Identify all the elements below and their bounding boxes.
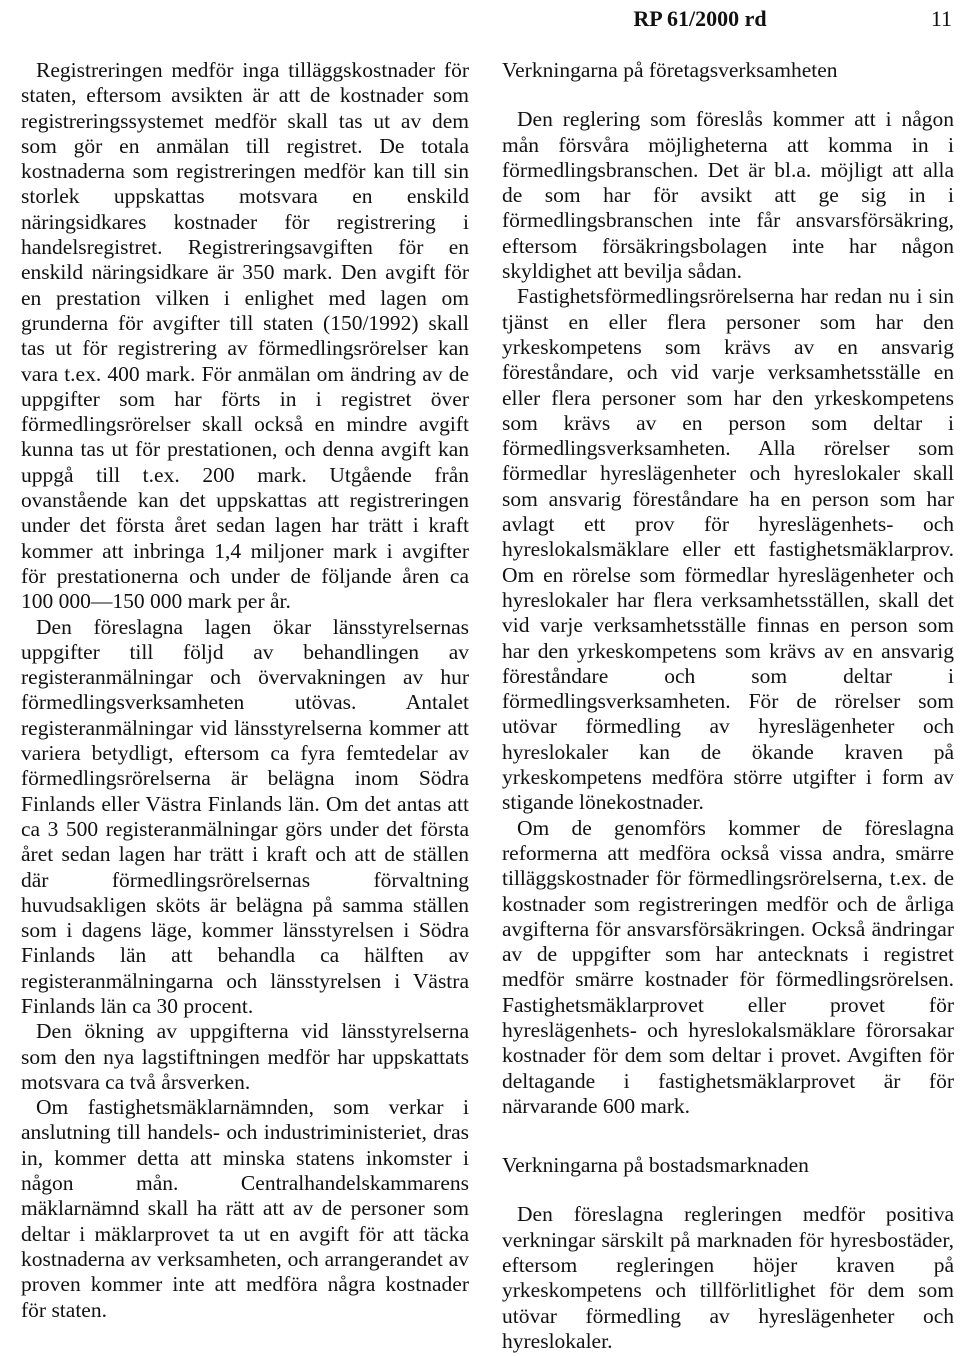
paragraph: Den ökning av uppgifterna vid länsstyrelserna som den nya lagstiftningen medför har uppskattats motsvara ca två årsverken. [21,1019,469,1094]
paragraph: Registreringen medför inga tilläggskostnader för staten, eftersom avsikten är att de kostnader som registreringssystemet medför skall tas ut av dem som gör en anmälan till registret. De totala kostnaderna som registreringen medför kan till sin storlek uppskattas motsvara en enskild näringsidkares kostnader för registrering i handelsregistret. Registreringsavgiften för en enskild näringsidkare är 350 mark. Den avgift för en prestation vilken i enlighet med lagen om grunderna för avgifter till staten (150/1992) skall tas ut för registrering av förmedlingsrörelser kan vara t.ex. 400 mark. För anmälan om ändring av de uppgifter som har förts in i registret över förmedlingsrörelser skall också en mindre avgift kunna tas ut för prestationen, och denna avgift kan uppgå till t.ex. 200 mark. Utgående från ovanstående kan det uppskattas att registreringen under det första året sedan lagen har trätt i kraft kommer att inbringa 1,4 miljoner mark i avgifter för prestationerna och under de följande åren ca 100 000—150 000 mark per år. [21,58,469,614]
paragraph: Den föreslagna regleringen medför positiva verkningar särskilt på marknaden för hyresbostäder, eftersom regleringen höjer kraven på yrkeskompetens och tillförlitlighet för dem som utövar förmedling av hyreslägenheter och hyreslokaler. [502,1202,954,1353]
page-number: 11 [930,6,952,31]
document-id: RP 61/2000 rd [633,6,767,31]
paragraph: Den föreslagna lagen ökar länsstyrelsernas uppgifter till följd av behandlingen av registeranmälningar och övervakningen av hur förmedlingsverksamheten utövas. Antalet registeranmälningar vid länsstyrelserna kommer att variera betydligt, eftersom ca fyra femtedelar av förmedlingsrörelserna är belägna inom Södra Finlands eller Västra Finlands län. Om det antas att ca 3 500 registeranmälningar görs under det första året sedan lagen har trätt i kraft och att de ställen där förmedlingsrörelsernas förvaltning huvudsakligen sköts är belägna på samma ställen som i dagens läge, kommer länsstyrelsen i Södra Finlands län att behandla ca hälften av registeranmälningarna och länsstyrelsen i Västra Finlands län ca 30 procent. [21,614,469,1018]
spacer [502,83,954,107]
spacer [502,1119,954,1153]
right-column [502,58,954,1354]
left-column [21,58,469,1323]
section-heading: Verkningarna på bostadsmarknaden [502,1153,809,1178]
spacer [502,1178,954,1202]
paragraph: Den reglering som föreslås kommer att i någon mån försvåra möjligheterna att komma in i förmedlingsbranschen. Det är bl.a. möjligt att alla de som har för avsikt att ge sig in i förmedlingsbranschen inte får ansvarsförsäkring, eftersom försäkringsbolagen inte har någon skyldighet att bevilja sådan. [502,107,954,284]
paragraph: Fastighetsförmedlingsrörelserna har redan nu i sin tjänst en eller flera personer som har den yrkeskompetens som krävs av en ansvarig föreståndare, och vid varje verksamhetsställe en eller flera personer som har den yrkeskompetens som krävs av en person som deltar i förmedlingsverksamheten. Alla rörelser som förmedlar hyreslägenheter och hyreslokaler skall som ansvarig föreståndare ha en person som har avlagt ett prov för hyreslägenhets- och hyreslokalsmäklare eller ett fastighetsmäklarprov. Om en rörelse som förmedlar hyreslägenheter och hyreslokaler har flera verksamhetsställen, skall det vid varje verksamhetsställe finnas en person som har den yrkeskompetens som krävs av en ansvarig föreståndare och som deltar i förmedlingsverksamheten. För de rörelser som utövar förmedling av hyreslägenheter och hyreslokaler kan de ökande kraven på yrkeskompetens medföra större utgifter i form av stigande lönekostnader. [502,284,954,815]
paragraph: Om fastighetsmäklarnämnden, som verkar i anslutning till handels- och industriministeriet, dras in, kommer detta att minska statens inkomster i någon mån. Centralhandelskammarens mäklarnämnd skall ha rätt att av de personer som deltar i mäklarprovet ta ut en avgift för att täcka kostnaderna av verksamheten, och arrangerandet av proven kommer inte att medföra några kostnader för staten. [21,1095,469,1322]
page-header [0,4,960,34]
paragraph: Om de genomförs kommer de föreslagna reformerna att medföra också vissa andra, smärre tilläggskostnader för förmedlingsrörelserna, t.ex. de kostnader som registreringen medför och de årliga avgifterna för ansvarsförsäkringen. Också ändringar av de uppgifter som har antecknats i registret medför smärre kostnader för förmedlingsrörelsen. Fastighetsmäklarprovet eller provet för hyreslägenhets- och hyreslokalsmäklare förorsakar kostnader för dem som deltar i provet. Avgiften för deltagande i fastighetsmäklarprovet är för närvarande 600 mark. [502,815,954,1118]
section-heading: Verkningarna på företagsverksamheten [502,58,838,82]
